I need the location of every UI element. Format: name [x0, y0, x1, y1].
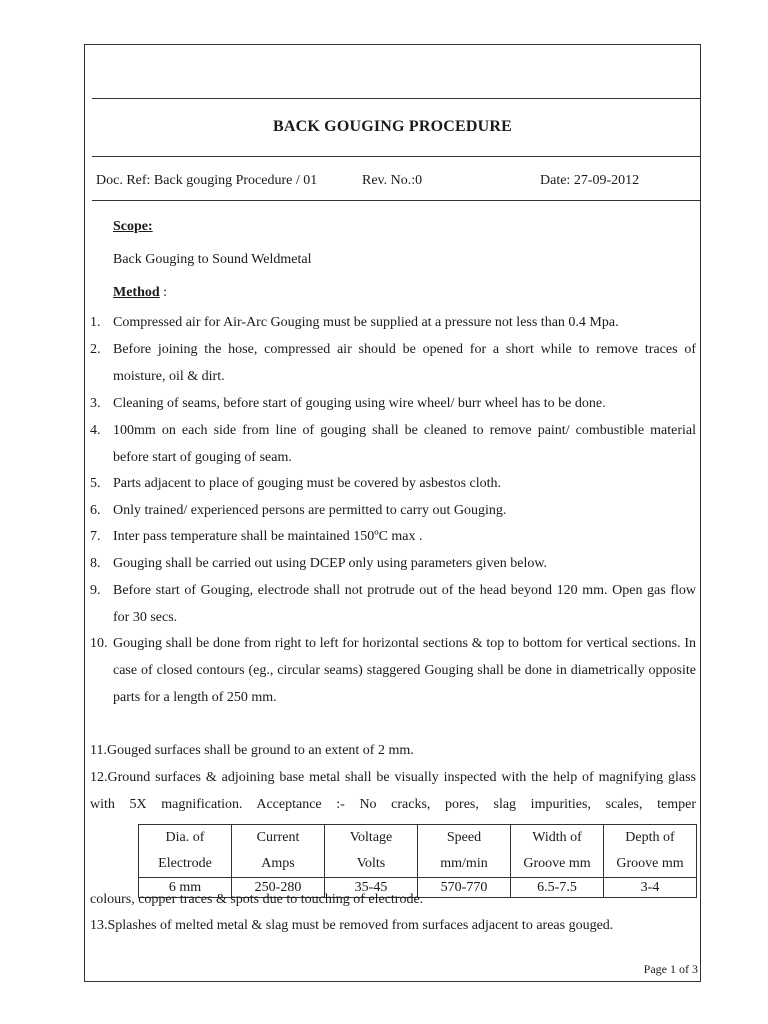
list-item-number: 10.: [90, 636, 108, 651]
list-item: [90, 630, 696, 711]
list-item-12: 12.Ground surfaces & adjoining base metal shall be visually inspected with the help of magnifying glass with 5X magnification. Acceptance :- No cracks, pores, slag impurities, scales, temper: [90, 770, 696, 812]
list-item: [90, 417, 696, 471]
document-date: Date: 27-09-2012: [540, 173, 640, 188]
list-item-number: 6.: [90, 503, 101, 518]
list-item: [90, 336, 696, 390]
header-cell: Speed mm/min: [418, 825, 511, 878]
header-cell: Current Amps: [232, 825, 325, 878]
list-item-11: 11.Gouged surfaces shall be ground to an extent of 2 mm.: [90, 743, 414, 758]
list-item-number: 4.: [90, 423, 101, 438]
header-divider-top: [92, 98, 701, 99]
table-cell: 570-770: [418, 878, 511, 898]
header-cell: Voltage Volts: [325, 825, 418, 878]
scope-heading: Scope:: [113, 219, 153, 234]
page-number: Page 1 of 3: [643, 962, 698, 976]
table-cell: 6.5-7.5: [511, 878, 604, 898]
list-item-text: Before start of Gouging, electrode shall not protrude out of the head beyond 120 mm. Open gas flow for 30 secs.: [113, 583, 696, 625]
header-divider-docref: [92, 200, 701, 201]
list-item: [90, 577, 696, 631]
list-item-number: 7.: [90, 529, 101, 544]
header-cell: Depth of Groove mm: [604, 825, 697, 878]
table-cell: 6 mm: [139, 878, 232, 898]
list-item-text: 100mm on each side from line of gouging shall be cleaned to remove paint/ combustible material before start of gouging of seam.: [113, 423, 696, 465]
table-cell: 3-4: [604, 878, 697, 898]
doc-reference: Doc. Ref: Back gouging Procedure / 01: [96, 173, 318, 188]
list-item-text: Before joining the hose, compressed air should be opened for a short while to remove traces of moisture, oil & dirt.: [113, 342, 696, 384]
table-cell: 250-280: [232, 878, 325, 898]
list-item-text: Only trained/ experienced persons are permitted to carry out Gouging.: [113, 503, 507, 518]
method-heading: Method :: [113, 285, 168, 300]
list-item-number: 8.: [90, 556, 101, 571]
list-item: [90, 390, 696, 417]
table-cell: 35-45: [325, 878, 418, 898]
list-item-number: 5.: [90, 476, 101, 491]
revision-number: Rev. No.:0: [362, 173, 423, 188]
header-cell: Width of Groove mm: [511, 825, 604, 878]
list-item: [90, 497, 696, 524]
list-item-text: Parts adjacent to place of gouging must be covered by asbestos cloth.: [113, 476, 502, 491]
list-item-text: Compressed air for Air-Arc Gouging must be supplied at a pressure not less than 0.4 Mpa.: [113, 315, 619, 330]
list-item-text: Inter pass temperature shall be maintained 150ºC max .: [113, 529, 423, 544]
list-item-number: 3.: [90, 396, 101, 411]
header-divider-title: [92, 156, 701, 157]
list-item: [90, 309, 696, 336]
list-item-text: Gouging shall be carried out using DCEP only using parameters given below.: [113, 556, 548, 571]
list-item-12-continued: colours, copper traces & spots due to touching of electrode.: [90, 892, 424, 907]
scope-text: Back Gouging to Sound Weldmetal: [113, 252, 312, 267]
header-cell: Dia. of Electrode: [139, 825, 232, 878]
list-item: [90, 550, 696, 577]
list-item: [90, 470, 696, 497]
list-item-number: 2.: [90, 342, 101, 357]
table-header-row: [139, 825, 697, 878]
list-item-text: Gouging shall be done from right to left for horizontal sections & top to bottom for vertical sections. In case of closed contours (eg., circular seams) staggered Gouging shall be done in diametrically opposite parts for a length of 250 mm.: [113, 636, 696, 705]
list-item-number: 1.: [90, 315, 101, 330]
document-title: BACK GOUGING PROCEDURE: [272, 118, 513, 135]
list-item-number: 9.: [90, 583, 101, 598]
list-item-13: 13.Splashes of melted metal & slag must be removed from surfaces adjacent to areas gouged.: [90, 918, 614, 933]
list-item-text: Cleaning of seams, before start of gouging using wire wheel/ burr wheel has to be done.: [113, 396, 606, 411]
list-item: [90, 523, 696, 550]
